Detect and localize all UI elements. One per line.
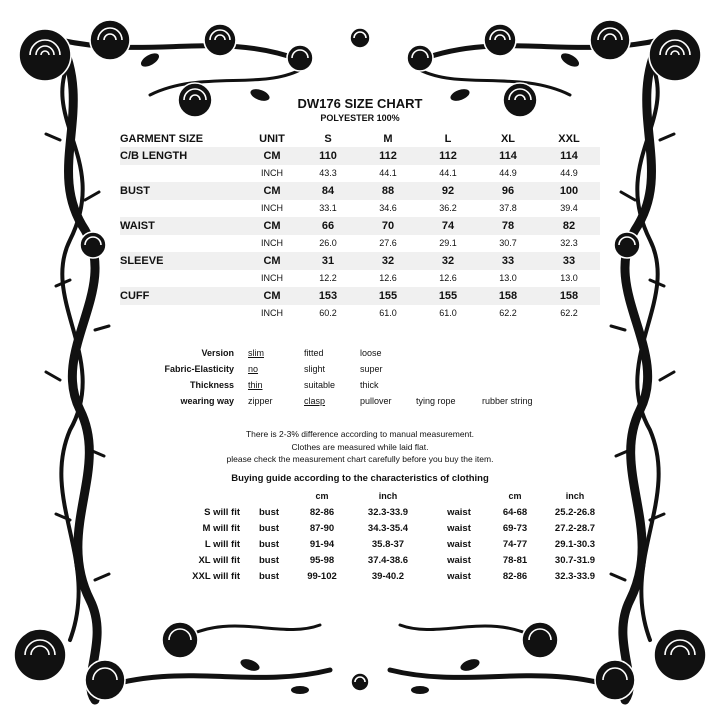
fabric-option [416,377,482,393]
value-cell: 12.2 [319,273,337,284]
buying-cell: bust [258,538,280,550]
rose-icon [287,45,313,71]
buying-cell: 78-81 [502,554,528,566]
size-row-inch [120,270,600,288]
buying-guide-title: Buying guide according to the characteristics of clothing [231,473,489,484]
rose-icon [484,24,516,56]
size-table-header [120,130,600,147]
fabric-label: Fabric-Elasticity [164,364,234,374]
buying-cell: 95-98 [309,554,335,566]
buying-cell: bust [258,522,280,534]
header-size: XL [500,132,516,145]
value-cell: 33.1 [319,203,337,214]
fabric-row [120,361,538,377]
unit-cell: INCH [261,238,283,249]
value-cell: 32 [358,252,418,270]
value-cell: 33 [478,252,538,270]
fabric-label: wearing way [180,396,234,406]
measurement-label: SLEEVE [120,252,246,270]
buying-cell: 87-90 [309,522,335,534]
fabric-option [416,361,482,377]
fabric-properties-table [120,345,538,409]
size-row-cm [120,182,600,200]
size-row-inch [120,305,600,323]
value-cell: 158 [538,287,600,305]
value-cell: 158 [478,287,538,305]
value-cell: 110 [298,147,358,165]
rose-icon [649,29,701,81]
rose-icon [614,232,640,258]
rose-icon [80,232,106,258]
buying-cell: 30.7-31.9 [554,554,596,566]
value-cell: 44.1 [379,168,397,179]
value-cell: 44.9 [560,168,578,179]
size-row-cm [120,252,600,270]
unit-cell: CM [246,252,298,270]
buying-header-cell: inch [565,491,585,501]
unit-cell: CM [246,217,298,235]
buying-guide-row [160,520,608,536]
fabric-option [482,345,538,361]
fabric-option: slight [304,364,326,374]
buying-header-cell [240,488,298,504]
buying-cell: 39-40.2 [371,570,405,582]
unit-cell: INCH [261,273,283,284]
unit-cell: INCH [261,308,283,319]
value-cell: 96 [478,182,538,200]
unit-cell: INCH [261,203,283,214]
size-row-cm [120,217,600,235]
buying-cell: bust [258,570,280,582]
buying-guide-row [160,568,608,584]
value-cell: 112 [418,147,478,165]
fabric-option [482,377,538,393]
value-cell: 61.0 [439,308,457,319]
rose-icon [407,45,433,71]
buying-cell: waist [447,570,471,582]
rose-icon [162,622,198,658]
value-cell: 155 [358,287,418,305]
fabric-row [120,345,538,361]
value-cell: 12.6 [439,273,457,284]
value-cell: 26.0 [319,238,337,249]
value-cell: 92 [418,182,478,200]
buying-cell: waist [447,554,471,566]
value-cell: 32.3 [560,238,578,249]
value-cell: 70 [358,217,418,235]
buying-cell: 64-68 [502,506,528,518]
value-cell: 62.2 [560,308,578,319]
value-cell: 43.3 [319,168,337,179]
value-cell: 74 [418,217,478,235]
buying-cell: waist [447,506,471,518]
buying-cell: 69-73 [502,522,528,534]
buying-cell: bust [258,554,280,566]
buying-cell: 82-86 [502,570,528,582]
size-row-inch [120,235,600,253]
header-garment-size: GARMENT SIZE [120,132,204,145]
buying-cell: 27.2-28.7 [554,522,596,534]
value-cell: 34.6 [379,203,397,214]
buying-header-cell: cm [315,491,329,501]
note-line: please check the measurement chart carefully before you buy the item. [226,454,494,464]
fabric-row [120,377,538,393]
value-cell: 60.2 [319,308,337,319]
header-unit: UNIT [259,132,285,145]
value-cell: 29.1 [439,238,457,249]
buying-cell: 29.1-30.3 [554,538,596,550]
measurement-label: CUFF [120,287,246,305]
value-cell: 30.7 [499,238,517,249]
rose-icon [522,622,558,658]
measurement-label: BUST [120,182,246,200]
buying-cell: 32.3-33.9 [367,506,409,518]
buying-cell: 34.3-35.4 [367,522,409,534]
buying-cell: XXL will fit [192,570,240,582]
value-cell: 44.9 [499,168,517,179]
buying-guide-row [160,536,608,552]
buying-cell: 91-94 [309,538,335,550]
value-cell: 66 [298,217,358,235]
value-cell: 112 [358,147,418,165]
buying-header-cell: inch [378,491,398,501]
buying-cell: 82-86 [309,506,335,518]
header-size: L [444,132,452,145]
value-cell: 84 [298,182,358,200]
rose-icon [19,29,71,81]
rose-icon [595,660,635,700]
value-cell: 44.1 [439,168,457,179]
buying-header-cell [160,488,240,504]
buying-cell: S will fit [204,506,240,518]
fabric-row [120,393,538,409]
unit-cell: CM [246,287,298,305]
fabric-option: pullover [360,396,392,406]
header-size: XXL [558,132,580,145]
fabric-option: super [360,364,383,374]
buying-cell: 74-77 [502,538,528,550]
fabric-option: thin [248,380,263,390]
buying-guide-row [160,504,608,520]
rose-icon [590,20,630,60]
value-cell: 12.6 [379,273,397,284]
rose-icon [14,629,66,681]
fabric-option: no [248,364,259,374]
buying-guide-row [160,552,608,568]
fabric-option: loose [360,348,382,358]
fabric-label: Version [201,348,234,358]
fabric-option: thick [360,380,379,390]
chart-title: DW176 SIZE CHART [297,96,423,111]
value-cell: 32 [418,252,478,270]
buying-cell: bust [258,506,280,518]
size-chart-table [120,130,600,322]
fabric-option: tying rope [416,396,456,406]
value-cell: 114 [478,147,538,165]
size-row-cm [120,287,600,305]
unit-cell: CM [246,147,298,165]
value-cell: 153 [298,287,358,305]
rose-icon [85,660,125,700]
size-row-cm [120,147,600,165]
buying-cell: XL will fit [198,554,240,566]
buying-guide-table [160,488,608,584]
value-cell: 39.4 [560,203,578,214]
buying-guide-header [160,488,608,504]
value-cell: 13.0 [499,273,517,284]
value-cell: 114 [538,147,600,165]
fabric-option: rubber string [482,396,533,406]
fabric-option: slim [248,348,264,358]
rose-icon [351,673,369,691]
fabric-option: clasp [304,396,326,406]
value-cell: 13.0 [560,273,578,284]
buying-cell: M will fit [202,522,240,534]
unit-cell: CM [246,182,298,200]
value-cell: 31 [298,252,358,270]
measurement-label: WAIST [120,217,246,235]
value-cell: 62.2 [499,308,517,319]
buying-cell: 99-102 [307,570,337,582]
rose-icon [654,629,706,681]
material-label: POLYESTER 100% [320,113,400,123]
measurement-notes [0,428,720,466]
rose-icon [350,28,370,48]
rose-icon [90,20,130,60]
note-line: There is 2-3% difference according to manual measurement. [245,429,475,439]
buying-header-cell: cm [508,491,522,501]
note-line: Clothes are measured while laid flat. [291,441,429,452]
size-row-inch [120,165,600,183]
value-cell: 33 [538,252,600,270]
value-cell: 27.6 [379,238,397,249]
buying-cell: waist [447,538,471,550]
value-cell: 78 [478,217,538,235]
buying-cell: 35.8-37 [371,538,405,550]
value-cell: 100 [538,182,600,200]
value-cell: 36.2 [439,203,457,214]
value-cell: 88 [358,182,418,200]
value-cell: 37.8 [499,203,517,214]
measurement-label: C/B LENGTH [120,147,246,165]
buying-cell: 32.3-33.9 [554,570,596,582]
buying-cell: 25.2-26.8 [554,506,596,518]
fabric-option [482,361,538,377]
fabric-label: Thickness [189,380,234,390]
fabric-option: zipper [248,396,273,406]
unit-cell: INCH [261,168,283,179]
value-cell: 155 [418,287,478,305]
buying-cell: L will fit [204,538,240,550]
value-cell: 61.0 [379,308,397,319]
fabric-option [416,345,482,361]
fabric-option: suitable [304,380,336,390]
buying-header-cell [430,488,488,504]
value-cell: 82 [538,217,600,235]
header-size: S [324,132,332,145]
header-size: M [383,132,393,145]
rose-icon [204,24,236,56]
size-row-inch [120,200,600,218]
buying-cell: waist [447,522,471,534]
fabric-option: fitted [304,348,324,358]
buying-cell: 37.4-38.6 [367,554,409,566]
